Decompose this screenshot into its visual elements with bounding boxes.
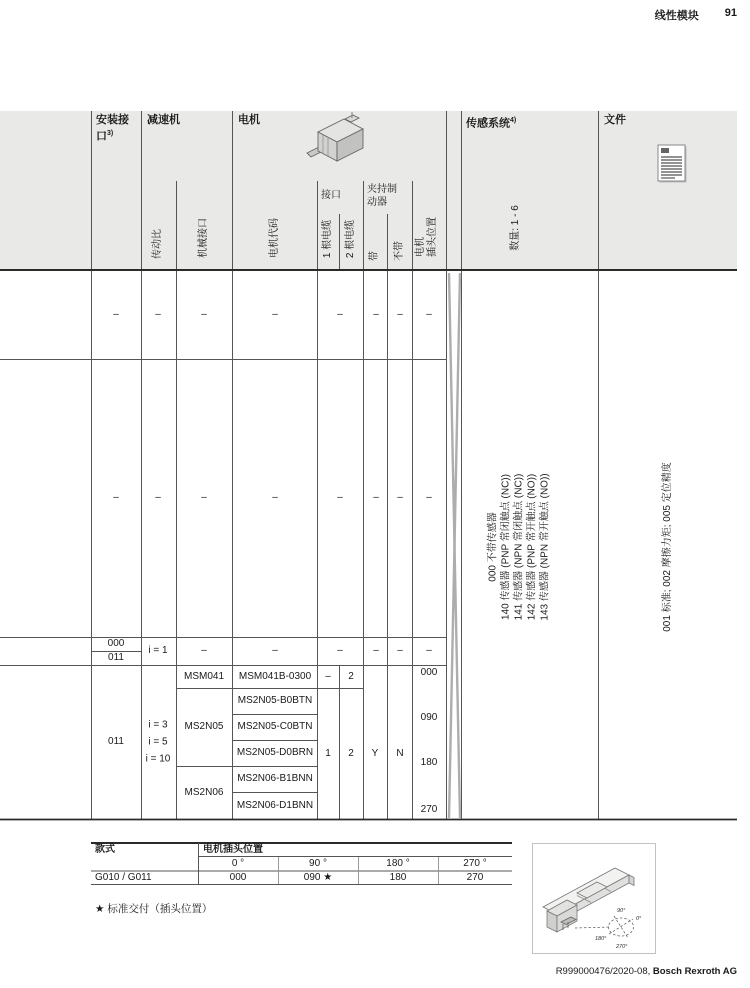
cell-plug-180: 180 bbox=[420, 757, 438, 768]
cell-r1-cable: – bbox=[337, 309, 343, 320]
cell-r1-mount: – bbox=[113, 309, 119, 320]
sensor-qty-label: 数量: 1 - 6 bbox=[510, 205, 521, 251]
cell-r1-ratio: – bbox=[155, 309, 161, 320]
cell-code-1: MS2N05-B0BTN bbox=[237, 695, 313, 706]
cell-r2-mount: – bbox=[113, 492, 119, 503]
ratio-i10: i = 10 bbox=[145, 753, 171, 765]
ratio-i5: i = 5 bbox=[148, 736, 168, 748]
cell-r1-mech: – bbox=[201, 309, 207, 320]
cell-block-mount: 011 bbox=[108, 736, 124, 747]
col-header-docs: 文件 bbox=[604, 114, 626, 126]
cell-code-4: MS2N06-B1BNN bbox=[237, 773, 313, 784]
cell-mech-ms2n05: MS2N05 bbox=[184, 721, 224, 732]
cell-code-5: MS2N06-D1BNN bbox=[236, 800, 314, 811]
cell-code-2: MS2N05-C0BTN bbox=[237, 721, 313, 732]
cell-r2-ratio: – bbox=[155, 492, 161, 503]
plug-header-line2: 插头位置 bbox=[427, 217, 438, 257]
page-footer bbox=[556, 966, 737, 977]
cell-r3-brake-without: – bbox=[397, 645, 403, 656]
plug-table-val-000: 000 bbox=[229, 872, 247, 883]
mount-footnote: 3) bbox=[107, 130, 114, 137]
sensor-option-142: 142 传感器 (PNP 常开触点 (NO)) bbox=[526, 473, 538, 621]
cell-r2-brake-without: – bbox=[397, 492, 403, 503]
cell-mech-ms2n06: MS2N06 bbox=[184, 787, 224, 798]
cell-plug-000: 000 bbox=[420, 667, 438, 678]
mount-label: 安装接口 bbox=[96, 114, 129, 143]
col-header-code: 电机代码 bbox=[269, 218, 280, 258]
col-header-cable2: 2 根电缆 bbox=[345, 219, 356, 259]
plug-table-deg-0: 0 ° bbox=[231, 858, 245, 869]
sensor-option-140: 140 传感器 (PNP 常闭触点 (NC)) bbox=[500, 474, 512, 620]
cell-code-3: MS2N05-D0BRN bbox=[236, 747, 314, 758]
page-title: 线性模块 bbox=[654, 10, 699, 22]
sensor-option-143: 143 传感器 (NPN 常开触点 (NO)) bbox=[539, 473, 551, 621]
cell-cable1-first: – bbox=[325, 671, 331, 682]
cell-cable2-first: 2 bbox=[348, 671, 354, 682]
cell-r3-cable: – bbox=[337, 645, 343, 656]
cell-mech-msm041: MSM041 bbox=[183, 671, 225, 682]
cell-r3-mount-011: 011 bbox=[108, 652, 124, 663]
cell-r2-brake-with: – bbox=[373, 492, 379, 503]
plug-angle-270: 270° bbox=[616, 944, 628, 950]
sensor-option-000: 000 不带传感器 bbox=[487, 512, 499, 582]
thick-rules bbox=[0, 270, 737, 843]
ratio-i3: i = 3 bbox=[148, 719, 168, 731]
plug-angle-90: 90° bbox=[617, 908, 626, 914]
col-header-motor: 电机 bbox=[238, 114, 260, 126]
col-header-cable1: 1 根电缆 bbox=[322, 219, 333, 259]
plug-table-deg-270: 270 ° bbox=[463, 858, 487, 869]
cell-r3-mount-000: 000 bbox=[107, 638, 125, 649]
cell-brake-with-y: Y bbox=[371, 748, 379, 759]
plug-angle-180: 180° bbox=[595, 936, 607, 942]
module-illustration bbox=[532, 843, 656, 954]
document-reference: R999000476/2020-08, bbox=[555, 966, 651, 977]
cell-r3-ratio: i = 1 bbox=[148, 645, 168, 656]
col-header-brake-with: 带 bbox=[369, 251, 380, 261]
page-number: 91 bbox=[724, 7, 737, 19]
sensor-label: 传感系统 bbox=[466, 117, 510, 130]
plug-table-model: G010 / G011 bbox=[95, 872, 152, 883]
plug-table-rules bbox=[91, 843, 512, 885]
cell-r1-brake-with: – bbox=[373, 309, 379, 320]
group-header-brake: 夹持制动器 bbox=[367, 184, 397, 208]
cell-cable1-rest: 1 bbox=[325, 748, 331, 759]
sensor-strip-graphic bbox=[449, 273, 460, 818]
plug-table-header-model: 款式 bbox=[95, 844, 115, 855]
standard-delivery-note: ★ 标准交付（插头位置） bbox=[95, 902, 213, 915]
cell-r3-brake-with: – bbox=[373, 645, 379, 656]
sensor-options bbox=[487, 473, 552, 620]
brand-name: Bosch Rexroth AG bbox=[652, 966, 737, 977]
col-header-mech: 机械接口 bbox=[198, 218, 209, 258]
cell-r1-code: – bbox=[272, 309, 278, 320]
cell-r3-mech: – bbox=[201, 645, 207, 656]
plug-table-deg-90: 90 ° bbox=[309, 858, 327, 869]
sensor-footnote: 4) bbox=[510, 117, 517, 124]
cell-r2-plug: – bbox=[426, 492, 432, 503]
plug-angle-0: 0° bbox=[636, 916, 642, 922]
module-illustration-drawing bbox=[533, 844, 655, 953]
cell-r2-cable: – bbox=[337, 492, 343, 503]
cell-brake-without-n: N bbox=[396, 748, 404, 759]
plug-header-line1: 电机 bbox=[415, 237, 426, 257]
cell-r1-plug: – bbox=[426, 309, 432, 320]
cell-cable2-rest: 2 bbox=[348, 748, 354, 759]
plug-table-deg-180: 180 ° bbox=[386, 858, 410, 869]
plug-table-val-090: 090 ★ bbox=[303, 872, 333, 883]
cell-plug-270: 270 bbox=[420, 804, 438, 815]
cell-r2-mech: – bbox=[201, 492, 207, 503]
plug-table-val-180: 180 bbox=[389, 872, 407, 883]
plug-table-val-270: 270 bbox=[466, 872, 484, 883]
doc-options: 001 标准; 002 摩擦力矩; 005 定位精度 bbox=[662, 462, 673, 632]
col-header-gearbox: 减速机 bbox=[147, 114, 180, 126]
cell-block-ratios bbox=[146, 717, 171, 768]
cell-r1-brake-without: – bbox=[397, 309, 403, 320]
col-header-mount bbox=[96, 114, 138, 144]
cell-r2-code: – bbox=[272, 492, 278, 503]
plug-table-header-group: 电机插头位置 bbox=[203, 844, 263, 855]
document-icon bbox=[658, 145, 687, 183]
col-header-sensor bbox=[466, 114, 516, 131]
cell-plug-090: 090 bbox=[420, 712, 438, 723]
cell-r3-plug: – bbox=[426, 645, 432, 656]
group-header-interface: 接口 bbox=[321, 190, 341, 201]
cell-code-0: MSM041B-0300 bbox=[238, 671, 312, 682]
col-header-brake-without: 不带 bbox=[394, 241, 405, 261]
col-header-plug-position bbox=[415, 217, 439, 257]
col-header-ratio: 传动比 bbox=[152, 229, 163, 259]
sensor-option-141: 141 传感器 (NPN 常闭触点 (NC)) bbox=[513, 473, 525, 621]
cell-r3-code: – bbox=[272, 645, 278, 656]
